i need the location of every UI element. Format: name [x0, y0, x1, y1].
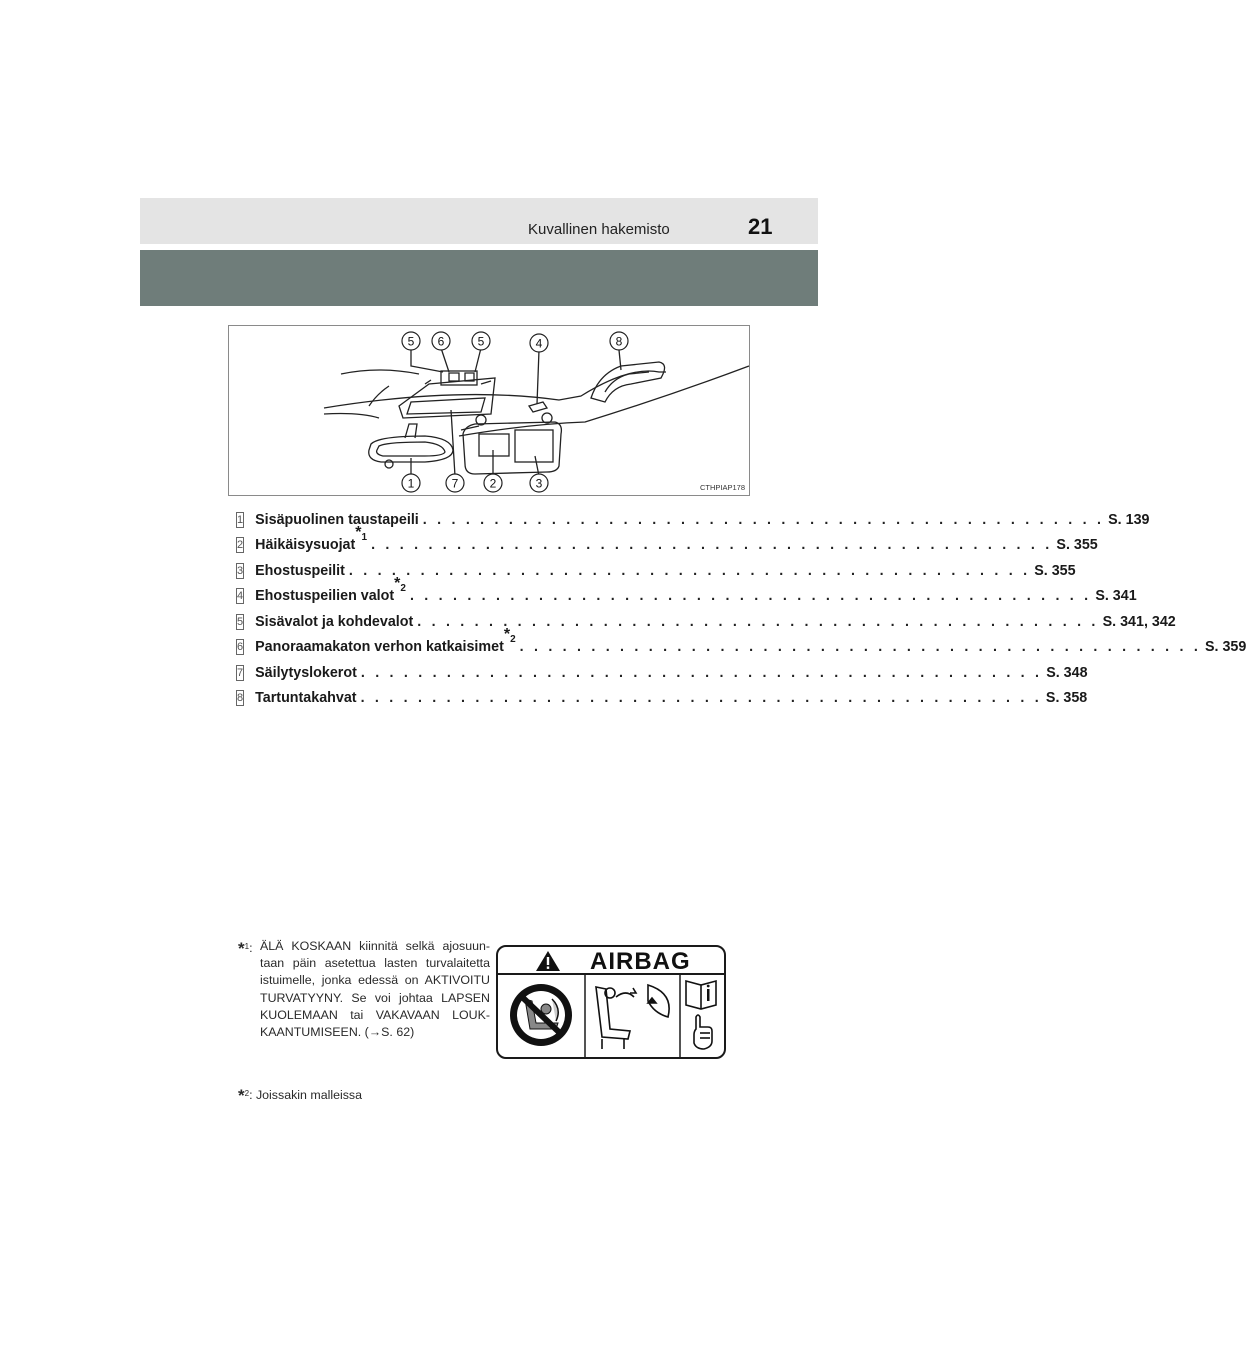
item-label: Sisäpuolinen taustapeili [255, 511, 419, 528]
page-number: 21 [748, 214, 773, 239]
callout-label: 2 [489, 476, 497, 491]
index-item[interactable] [236, 682, 1088, 708]
item-label: Häikäisysuojat$^{*1}$ [255, 524, 368, 553]
index-item[interactable] [236, 524, 1098, 555]
index-list [236, 503, 1246, 707]
footnote-text: Joissakin malleissa [255, 1088, 363, 1102]
index-item[interactable] [236, 575, 1137, 606]
item-number: 1 [237, 513, 244, 526]
item-label: Panoraamakaton verhon katkaisimet$^{*2}$ [255, 626, 516, 655]
item-number: 3 [237, 564, 244, 577]
header-band [140, 250, 818, 306]
leader-dots: . . . . . . . . . . . . . . . . . . . . . . . . . . . . . . . . . . . . . . . . . . . . . . . . [519, 639, 1201, 655]
index-item[interactable] [236, 605, 1176, 631]
index-item[interactable] [236, 503, 1150, 529]
footnote-text: ÄLÄ KOSKAAN kiinnitä selkä ajosuun-taan päin asetettua lasten turvalaitetta istuimelle, jonka edessä on AKTIVOITU TURVATYYNY. Se voi johtaa LAPSEN KUOLEMAAN tai VAKAVAAN LOUK-KAANTUMISEEN. (→S. 62) [260, 939, 490, 1040]
page-reference[interactable]: S. 355 [1056, 537, 1098, 553]
read-manual-icon [686, 981, 716, 1049]
item-label: Ehostuspeilit [255, 562, 345, 579]
callout-label: 7 [451, 476, 459, 491]
leader-dots: . . . . . . . . . . . . . . . . . . . . . . . . . . . . . . . . . . . . . . . . . . . . . . . . [422, 511, 1105, 528]
page-reference[interactable]: S. 355 [1034, 562, 1076, 579]
leader-dots: . . . . . . . . . . . . . . . . . . . . . . . . . . . . . . . . . . . . . . . . . . . . . . . . [417, 613, 1099, 630]
callout-label: 5 [407, 334, 415, 349]
airbag-warning-label [496, 945, 726, 1059]
page-reference[interactable]: S. 139 [1108, 511, 1150, 528]
page-reference[interactable]: S. 341, 342 [1102, 613, 1176, 630]
figure-code: CTHPIAP178 [699, 483, 745, 492]
callout-label: 1 [407, 476, 415, 491]
footnote-marker: *$^1$: [238, 939, 253, 958]
page-reference[interactable]: S. 341 [1095, 588, 1137, 604]
item-number: 8 [237, 692, 244, 704]
page-reference[interactable]: S. 358 [1045, 690, 1088, 706]
index-item[interactable] [236, 626, 1246, 657]
airbag-title: AIRBAG [590, 948, 691, 975]
section-title: Kuvallinen hakemisto [528, 221, 670, 238]
leader-dots: . . . . . . . . . . . . . . . . . . . . . . . . . . . . . . . . . . . . . . . . . . . . . . . . [360, 690, 1042, 706]
callout-markers [402, 332, 628, 492]
item-number: 7 [237, 666, 244, 679]
callout-label: 5 [477, 334, 485, 349]
leader-dots: . . . . . . . . . . . . . . . . . . . . . . . . . . . . . . . . . . . . . . . . . . . . . . . . [371, 537, 1053, 553]
item-label: Sisävalot ja kohdevalot [255, 613, 414, 630]
page-reference[interactable]: S. 359 [1205, 639, 1246, 655]
leader-dots: . . . . . . . . . . . . . . . . . . . . . . . . . . . . . . . . . . . . . . . . . . . . . . . . [360, 664, 1043, 681]
item-number: 5 [237, 615, 244, 628]
leader-dots: . . . . . . . . . . . . . . . . . . . . . . . . . . . . . . . . . . . . . . . . . . . . . . . . [409, 588, 1092, 604]
item-label: Säilytyslokerot [255, 664, 357, 681]
warning-triangle-icon [536, 951, 560, 971]
item-number: 2 [237, 539, 244, 551]
index-item[interactable] [236, 554, 1076, 580]
callout-label: 8 [615, 334, 623, 349]
footnote-1 [238, 938, 490, 1041]
item-number: 4 [237, 590, 244, 602]
ceiling-illustration [229, 326, 749, 495]
leader-dots: . . . . . . . . . . . . . . . . . . . . . . . . . . . . . . . . . . . . . . . . . . . . . . . . [348, 562, 1031, 579]
item-label: Tartuntakahvat [255, 690, 357, 706]
interior-ceiling-figure [228, 325, 750, 496]
footnote-2: *$^2$: Joissakin malleissa [238, 1086, 363, 1105]
callout-label: 3 [535, 476, 543, 491]
header-bar [140, 198, 818, 244]
index-item[interactable] [236, 656, 1088, 682]
callout-label: 4 [535, 336, 543, 351]
callout-label: 6 [437, 334, 445, 349]
no-rear-facing-child-seat-icon [510, 984, 572, 1046]
page-reference[interactable]: S. 348 [1046, 664, 1088, 681]
item-number: 6 [237, 641, 244, 653]
seat-airbag-icon [596, 985, 669, 1049]
item-label: Ehostuspeilien valot$^{*2}$ [255, 575, 406, 604]
